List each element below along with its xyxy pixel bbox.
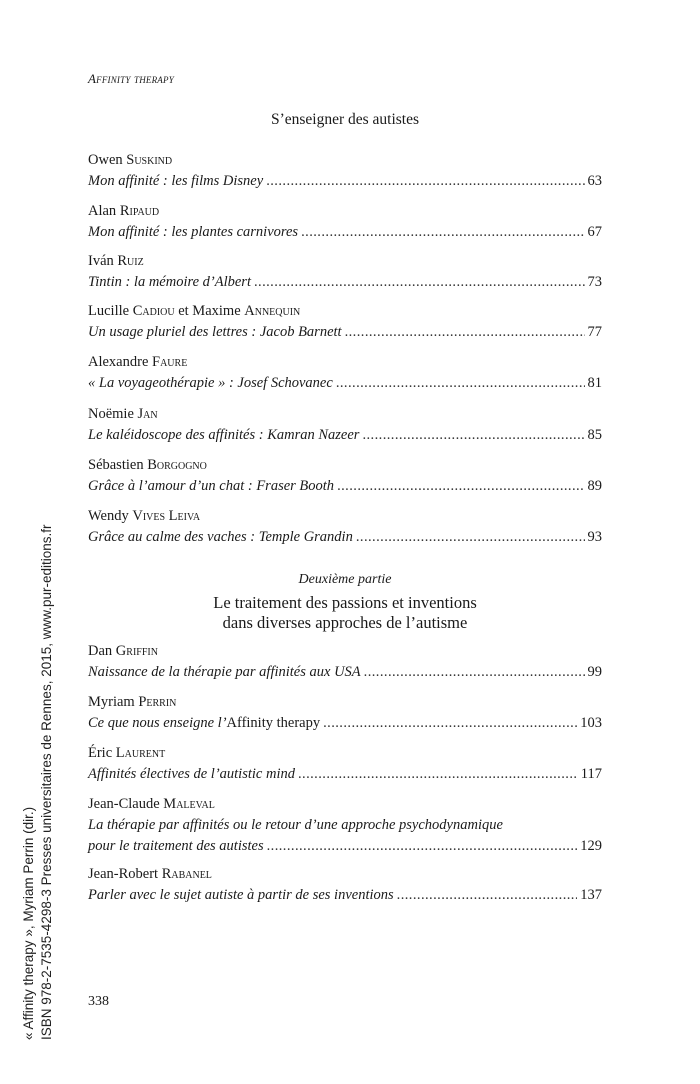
entry-page: 77 bbox=[587, 324, 602, 340]
entry-title: Mon affinité : les plantes carnivores bbox=[88, 224, 299, 240]
entry-title: Un usage pluriel des lettres : Jacob Barnett bbox=[88, 324, 342, 340]
entry-title-line bbox=[88, 272, 602, 293]
entry-title-line bbox=[88, 764, 602, 785]
entry-author: Alan Ripaud bbox=[88, 203, 160, 219]
entry-author: Lucille Cadiou et Maxime Annequin bbox=[88, 303, 301, 319]
leader-dots bbox=[254, 272, 585, 293]
toc-entry bbox=[88, 455, 602, 497]
entry-title-line bbox=[88, 373, 602, 394]
entry-page: 85 bbox=[587, 427, 602, 443]
entry-page: 73 bbox=[587, 274, 602, 290]
entry-title-line bbox=[88, 222, 602, 243]
toc-entry bbox=[88, 692, 602, 734]
entry-author: Wendy Vives Leiva bbox=[88, 508, 201, 524]
part-title: Le traitement des passions et inventions dans diverses approches de l’autisme bbox=[213, 593, 477, 632]
copyright-side-note: « Affinity therapy », Myriam Perrin (dir.) ISBN 978-2-7535-4298-3 Presses universitaires de Rennes, 2015, www.pur-editions.fr bbox=[21, 524, 54, 1040]
entry-author: Noëmie Jan bbox=[88, 406, 158, 422]
entry-title: Grâce à l’amour d’un chat : Fraser Booth bbox=[88, 478, 335, 494]
section-title: S’enseigner des autistes bbox=[270, 111, 420, 128]
leader-dots bbox=[323, 713, 577, 734]
toc-entry bbox=[88, 743, 602, 785]
toc-entry bbox=[88, 794, 602, 857]
entry-page: 99 bbox=[587, 664, 602, 680]
toc-entry bbox=[88, 506, 602, 548]
entry-title: Tintin : la mémoire d’Albert bbox=[88, 274, 251, 290]
toc-entry bbox=[88, 201, 602, 243]
entry-title-line bbox=[88, 171, 602, 192]
toc-entry bbox=[88, 864, 602, 906]
entry-title: Le kaléidoscope des affinités : Kamran Nazeer bbox=[88, 427, 360, 443]
entry-title: Affinités électives de l’autistic mind bbox=[88, 766, 295, 782]
entry-author: Sébastien Borgogno bbox=[88, 457, 207, 473]
leader-dots bbox=[364, 662, 585, 683]
entry-title-line bbox=[88, 527, 602, 548]
toc-entry bbox=[88, 641, 602, 683]
entry-author: Myriam Perrin bbox=[88, 694, 177, 710]
page-number: 338 bbox=[88, 994, 109, 1009]
entry-author: Iván Ruiz bbox=[88, 253, 144, 269]
entry-title: Mon affinité : les films Disney bbox=[88, 173, 264, 189]
leader-dots bbox=[298, 764, 578, 785]
entry-author: Dan Griffin bbox=[88, 643, 158, 659]
part-label: Deuxième partie bbox=[298, 572, 392, 587]
entry-title: Grâce au calme des vaches : Temple Grandin bbox=[88, 529, 353, 545]
leader-dots bbox=[336, 373, 585, 394]
entry-title: La thérapie par affinités ou le retour d’une approche psychodynamique bbox=[88, 817, 503, 833]
entry-title-line bbox=[88, 885, 602, 906]
toc-entry bbox=[88, 301, 602, 343]
entry-title: pour le traitement des autistes bbox=[88, 838, 264, 854]
leader-dots bbox=[266, 171, 584, 192]
entry-author: Owen Suskind bbox=[88, 152, 173, 168]
entry-title-line bbox=[88, 836, 602, 857]
entry-author: Jean-Claude Maleval bbox=[88, 796, 215, 812]
entry-title-line bbox=[88, 322, 602, 343]
entry-title-line bbox=[88, 713, 602, 734]
entry-page: 103 bbox=[580, 715, 602, 731]
entry-title-line bbox=[88, 476, 602, 497]
entry-title: « La voyageothérapie » : Josef Schovanec bbox=[88, 375, 333, 391]
entry-title: Ce que nous enseigne l’Affinity therapy bbox=[88, 715, 321, 731]
toc-entry bbox=[88, 150, 602, 192]
leader-dots bbox=[397, 885, 578, 906]
entry-title-line bbox=[88, 662, 602, 683]
entry-title: Parler avec le sujet autiste à partir de ses inventions bbox=[88, 887, 394, 903]
entry-page: 81 bbox=[587, 375, 602, 391]
leader-dots bbox=[345, 322, 585, 343]
entry-page: 117 bbox=[580, 766, 602, 782]
entry-page: 67 bbox=[587, 224, 602, 240]
entry-title: Naissance de la thérapie par affinités aux USA bbox=[88, 664, 361, 680]
leader-dots bbox=[337, 476, 584, 497]
running-header: Affinity therapy bbox=[88, 71, 174, 86]
toc-entry bbox=[88, 352, 602, 394]
leader-dots bbox=[267, 836, 578, 857]
toc-entry bbox=[88, 251, 602, 293]
entry-page: 137 bbox=[580, 887, 602, 903]
entry-page: 93 bbox=[587, 529, 602, 545]
entry-page: 63 bbox=[587, 173, 602, 189]
leader-dots bbox=[362, 425, 584, 446]
toc-entry bbox=[88, 404, 602, 446]
entry-page: 129 bbox=[580, 838, 602, 854]
entry-page: 89 bbox=[587, 478, 602, 494]
entry-author: Jean-Robert Rabanel bbox=[88, 866, 212, 882]
entry-author: Éric Laurent bbox=[88, 745, 166, 761]
leader-dots bbox=[356, 527, 585, 548]
entry-title-line bbox=[88, 425, 602, 446]
entry-author: Alexandre Faure bbox=[88, 354, 188, 370]
leader-dots bbox=[301, 222, 584, 243]
